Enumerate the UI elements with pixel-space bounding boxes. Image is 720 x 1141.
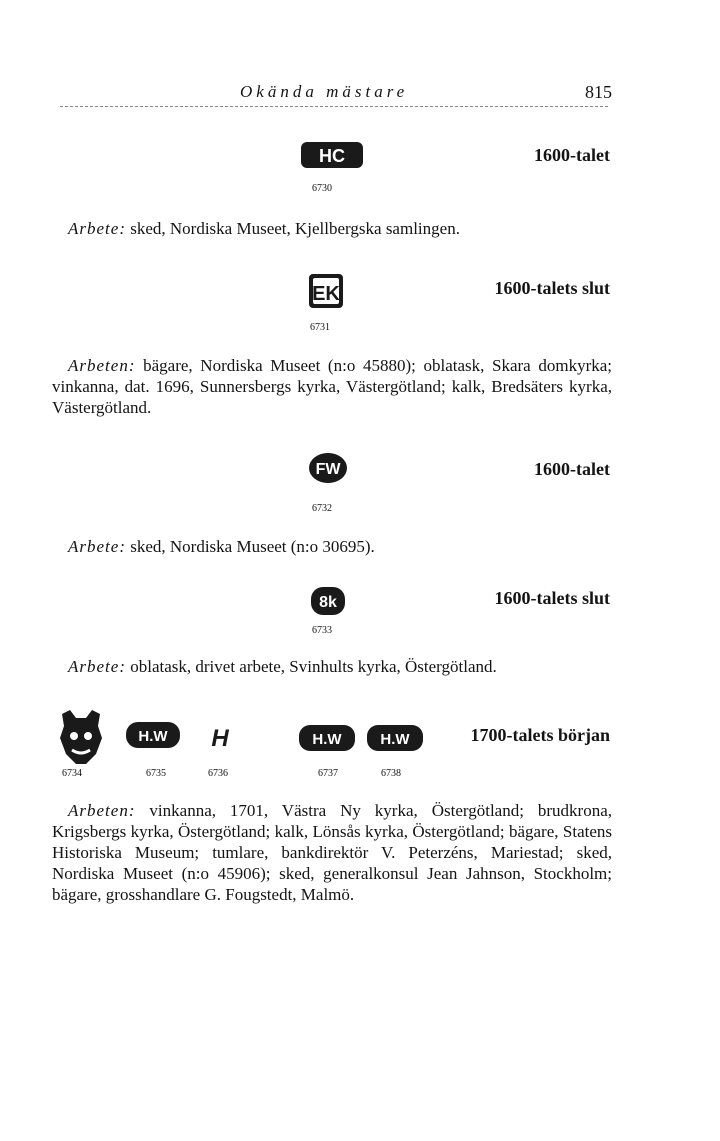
hallmark-6733-text: 8k: [319, 594, 337, 611]
hallmark-6738: [366, 724, 424, 752]
mark-number-6732: 6732: [312, 503, 332, 514]
mark-number-6735: 6735: [146, 768, 166, 779]
header-rule: [60, 106, 608, 107]
hallmark-6736: [206, 722, 236, 752]
mark-number-6730: 6730: [312, 183, 332, 194]
page-number: 815: [585, 82, 612, 102]
hallmark-6732: [308, 452, 348, 484]
hallmark-6730-text: HC: [319, 146, 345, 166]
entry-body: sked, Nordiska Museet (n:o 30695).: [125, 537, 375, 556]
hallmark-6730: [300, 140, 364, 170]
entry-body: oblatask, drivet arbete, Svinhults kyrka, Östergötland.: [125, 657, 497, 676]
mark-number-6738: 6738: [381, 768, 401, 779]
date-6733: 1600-talets slut: [494, 588, 610, 608]
date-6734-6738: 1700-talets början: [470, 725, 610, 745]
hallmark-6737-text: H.W: [312, 731, 342, 748]
mark-number-6731: 6731: [310, 322, 330, 333]
date-6730: 1600-talet: [534, 145, 610, 165]
hallmark-6734: [56, 708, 106, 766]
mark-number-6736: 6736: [208, 768, 228, 779]
entry-text-6734-6738: [52, 800, 612, 905]
entry-label: Arbete:: [68, 657, 126, 676]
entry-label: Arbete:: [68, 219, 126, 238]
entry-text-6731: [52, 355, 612, 418]
entry-text-6733: [52, 656, 612, 677]
mark-number-6733: 6733: [312, 625, 332, 636]
entry-body: bägare, Nordiska Museet (n:o 45880); oblatask, Skara domkyrka; vinkanna, dat. 1696, Sunnersbergs kyrka, Västergötland; kalk, Bredsäters kyrka, Västergötland.: [52, 356, 612, 417]
hallmark-6731: [307, 272, 345, 310]
hallmark-6737: [298, 724, 356, 752]
date-6731: 1600-talets slut: [494, 278, 610, 298]
hallmark-6731-text: EK: [312, 283, 340, 305]
hallmark-6736-text: H: [211, 725, 229, 752]
running-head-title: Okända mästare: [240, 82, 409, 101]
mark-number-6734: 6734: [62, 768, 82, 779]
hallmark-6738-text: H.W: [380, 731, 410, 748]
entry-text-6730: [52, 218, 612, 239]
mark-number-6737: 6737: [318, 768, 338, 779]
hallmark-6732-text: FW: [315, 461, 341, 478]
entry-label: Arbeten:: [68, 801, 136, 820]
entry-label: Arbete:: [68, 537, 126, 556]
entry-body: vinkanna, 1701, Västra Ny kyrka, Östergötland; brudkrona, Krigsbergs kyrka, Östergötland; kalk, Lönsås kyrka, Östergötland; bägare, Statens Historiska Museum; tumlare, bankdirektör V. Peterzéns, Mariestad; sked, Nordiska Museet (n:o 45906); sked, generalkonsul Jean Jahnson, Stockholm; bägare, grosshandlare G. Fougstedt, Malmö.: [52, 801, 612, 904]
date-6732: 1600-talet: [534, 459, 610, 479]
hallmark-6735-text: H.W: [138, 728, 168, 745]
entry-text-6732: [52, 536, 612, 557]
entry-label: Arbeten:: [68, 356, 136, 375]
hallmark-6735: [125, 720, 181, 750]
hallmark-6733: [310, 586, 346, 616]
entry-body: sked, Nordiska Museet, Kjellbergska samlingen.: [125, 219, 460, 238]
